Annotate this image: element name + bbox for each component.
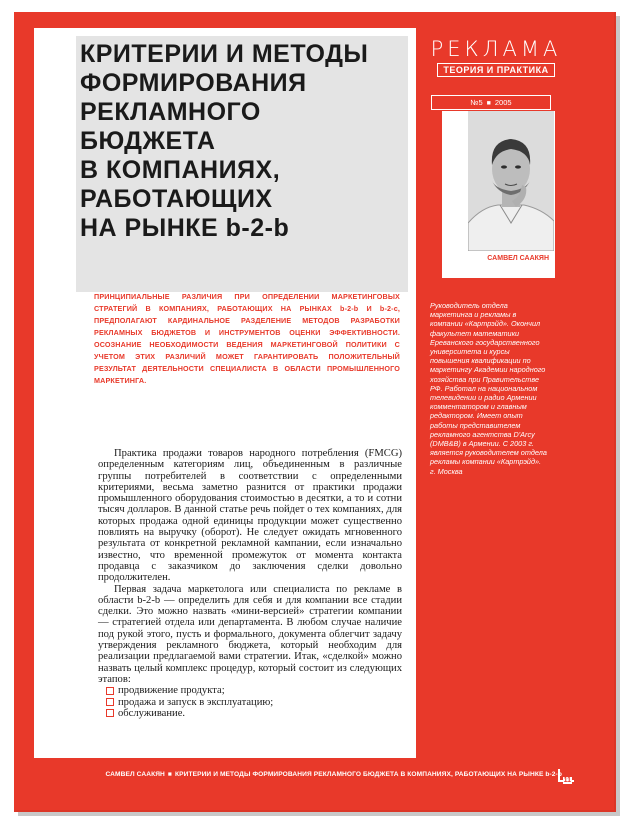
- title-line: РАБОТАЮЩИХ: [80, 185, 273, 213]
- list-item-text: обслуживание.: [118, 707, 186, 719]
- page-number: 11: [563, 777, 571, 784]
- article-title: [80, 40, 390, 243]
- article-body: [98, 448, 402, 719]
- running-footer: [105, 771, 562, 778]
- separator-icon: ■: [167, 771, 172, 778]
- issue-badge: [431, 95, 551, 110]
- separator-icon: ■: [486, 100, 491, 107]
- checkbox-bullet-icon: [106, 687, 114, 695]
- title-line: РЕКЛАМНОГО БЮДЖЕТА: [80, 98, 261, 155]
- list-item: [106, 697, 402, 708]
- footer-title: КРИТЕРИИ И МЕТОДЫ ФОРМИРОВАНИЯ РЕКЛАМНОГО БЮДЖЕТА В КОМПАНИЯХ, РАБОТАЮЩИХ НА РЫНКЕ b-2-b: [175, 771, 562, 778]
- magazine-logo: [422, 38, 570, 78]
- title-line: В КОМПАНИЯХ,: [80, 156, 281, 184]
- magazine-name: РЕКЛАМА: [430, 37, 562, 61]
- checkbox-bullet-icon: [106, 709, 114, 717]
- list-item: [106, 685, 402, 696]
- author-name: САМВЕЛ СААКЯН: [487, 255, 549, 262]
- magazine-page: [14, 12, 616, 812]
- body-paragraph: Первая задача маркетолога или специалиста по рекламе в области b-2-b — определить для себя и для компании все стадии сделки. Это можно назвать «мини-версией» стратегии компании — стратегией отдела или департамента. В любом случае наличие под рукой этого, пусть и формального, документа облегчит задачу утверждения рекламного бюджета, который необходим для реализации предлагаемой вами стратегии. Итак, «сделкой» можно назвать целый комплекс процедур, который состоит из следующих этапов:: [98, 583, 402, 685]
- list-item-text: продвижение продукта;: [118, 685, 225, 697]
- page-number-box: [558, 769, 574, 782]
- author-photo: [468, 111, 554, 251]
- author-card: [442, 111, 555, 278]
- author-portrait-icon: [468, 111, 554, 251]
- list-item-text: продажа и запуск в эксплуатацию;: [118, 696, 274, 708]
- author-bio: Руководитель отдела маркетинга и рекламы в компании «Картрэйд». Окончил факультет математики Ереванского государственного университета и курсы повышения квалификации по маркетингу Академии народного хозяйства при Правительстве РФ. Работал на национальном телевидении и радио Армении комментатором и главным редактором. Имеет опыт работы представителем рекламного агентства D'Arcy (DMB&B) в Армении. С 2003 г. является руководителем отдела рекламы компании «Картрэйд». г. Москва: [430, 301, 547, 476]
- page-footer: [14, 764, 616, 788]
- issue-year: 2005: [494, 98, 512, 107]
- footer-author: САМВЕЛ СААКЯН: [105, 771, 165, 778]
- body-paragraph: Практика продажи товаров народного потребления (FMCG) определенным категориям лиц, объединенным в различные группы потребителей в соответствии с определенными критериями, весьма заметно разнится от практики продажи промышленного оборудования стоимостью в десятки, а то и сотни тысяч долларов. В данной статье речь пойдет о тех компаниях, для которых продажа одной единицы продукции может существенно повлиять на выручку (оборот). Не следует ожидать мгновенного результата от конкретной рекламной кампании, если изначально известно, что временной промежуток от момента контакта продавца с заказчиком до заключения сделки довольно продолжителен.: [98, 448, 402, 584]
- title-line: ФОРМИРОВАНИЯ: [80, 69, 307, 97]
- stage-list: [98, 685, 402, 719]
- article-lead: ПРИНЦИПИАЛЬНЫЕ РАЗЛИЧИЯ ПРИ ОПРЕДЕЛЕНИИ МАРКЕТИНГОВЫХ СТРАТЕГИЙ В КОМПАНИЯХ, РАБОТАЮЩИХ НА РЫНКАХ b-2-b И b-2-c, ПРЕДПОЛАГАЮТ КАРДИНАЛЬНОЕ РАЗДЕЛЕНИЕ МЕТОДОВ РАЗРАБОТКИ РЕКЛАМНЫХ БЮДЖЕТОВ И ИНСТРУМЕНТОВ ОЦЕНКИ ЭФФЕКТИВНОСТИ. ОСОЗНАНИЕ НЕОБХОДИМОСТИ ВЕДЕНИЯ МАРКЕТИНГОВОЙ ПОЛИТИКИ С УЧЕТОМ ЭТИХ РАЗЛИЧИЙ МОЖЕТ ГАРАНТИРОВАТЬ ПОЛОЖИТЕЛЬНЫЙ РЕЗУЛЬТАТ ДЕЯТЕЛЬНОСТИ СПЕЦИАЛИСТА В ОБЛАСТИ ПРОМЫШЛЕННОГО МАРКЕТИНГА.: [94, 292, 400, 385]
- checkbox-bullet-icon: [106, 698, 114, 706]
- list-item: [106, 708, 402, 719]
- issue-number: №5: [470, 98, 483, 107]
- title-line: НА РЫНКЕ b-2-b: [80, 214, 290, 242]
- magazine-subtitle: ТЕОРИЯ И ПРАКТИКА: [437, 63, 554, 77]
- title-line: КРИТЕРИИ И МЕТОДЫ: [80, 40, 369, 68]
